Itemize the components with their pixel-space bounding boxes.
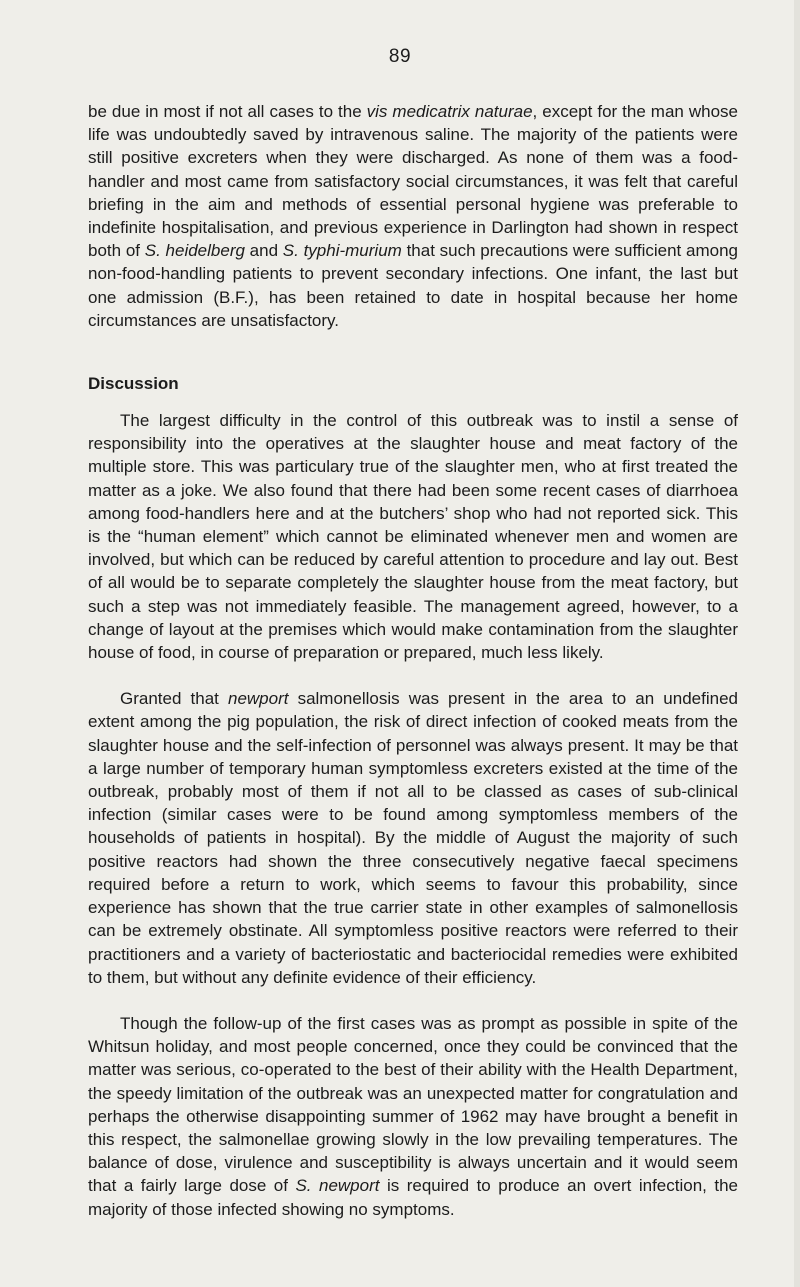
section-heading: Discussion <box>88 374 179 394</box>
paragraph-1: be due in most if not all cases to the vis medicatrix naturae, except for the man whose life was undoubtedly saved by intravenous saline. The majority of the patients were still positive excreters when they were discharged. As none of them was a food-handler and most came from satisfactory social circumstances, it was felt that careful briefing in the aim and methods of essential personal hygiene was preferable to indefinite hospitalisation, and previous experience in Darlington had shown in respect both of S. heidelberg and S. typhi-murium that such precautions were sufficient among non-food-handling patients to prevent secondary infections. One infant, the last but one admission (B.F.), has been retained to date in hospital because her home circumstances are unsatisfactory. <box>88 102 739 330</box>
paragraph-4: Though the follow-up of the first cases was as prompt as possible in spite of the Whitsun holiday, and most people concerned, once they could be convinced that the matter was serious, co-operated to the best of their ability with the Health Department, the speedy limitation of the outbreak was an unexpected matter for congratulation and perhaps the otherwise disappointing summer of 1962 may have brought a benefit in this respect, the salmonellae growing slowly in the low prevailing temperatures. The balance of dose, virulence and susceptibility is always uncertain and it would seem that a fairly large dose of S. newport is required to produce an overt infection, the majority of those infected showing no symptoms. <box>88 1013 738 1219</box>
paragraph-2: The largest difficulty in the control of this outbreak was to instil a sense of responsibility into the operatives at the slaughter house and meat factory of the multiple store. This was particulary true of the slaughter men, who at first treated the matter as a joke. We also found that there had been some recent cases of diarrhoea among food-handlers here and at the butchers’ shop who had not reported sick. This is the “human element” which cannot be eliminated whenever men and women are involved, but which can be reduced by careful attention to procedure and lay out. Best of all would be to separate completely the slaughter house from the meat factory, but such a step was not immediately feasible. The management agreed, however, to a change of layout at the premises which would make contamination from the slaughter house of food, in course of preparation or prepared, much less likely. <box>88 411 738 663</box>
body-text <box>88 100 738 1221</box>
page-number: 89 <box>388 46 412 67</box>
page-edge-shadow <box>794 0 800 1287</box>
italic-term: S. newport <box>295 1176 380 1196</box>
italic-term: newport <box>227 689 289 709</box>
paragraph-3: Granted that newport salmonellosis was present in the area to an undefined extent among the pig population, the risk of direct infection of cooked meats from the slaughter house and the self-infection of personnel was always present. It may be that a large number of temporary human symptomless excreters existed at the time of the outbreak, probably most of them if not all to be classed as cases of sub-clinical infection (similar cases were to be found among symptomless members of the households of patients in hospital). By the middle of August the majority of such positive reactors had shown the three consecutively negative faecal specimens required before a return to work, which seems to favour this probability, since experience has shown that the true carrier state in other examples of salmonellosis can be extremely obstinate. All symptomless positive reactors were referred to their practitioners and a variety of bacteriostatic and bacteriocidal remedies were exhibited to them, but without any definite evidence of their efficiency. <box>88 689 738 987</box>
italic-term: S. typhi-murium <box>282 241 402 261</box>
italic-term: vis medicatrix naturae <box>366 102 533 121</box>
italic-term: S. heidelberg <box>144 241 245 261</box>
